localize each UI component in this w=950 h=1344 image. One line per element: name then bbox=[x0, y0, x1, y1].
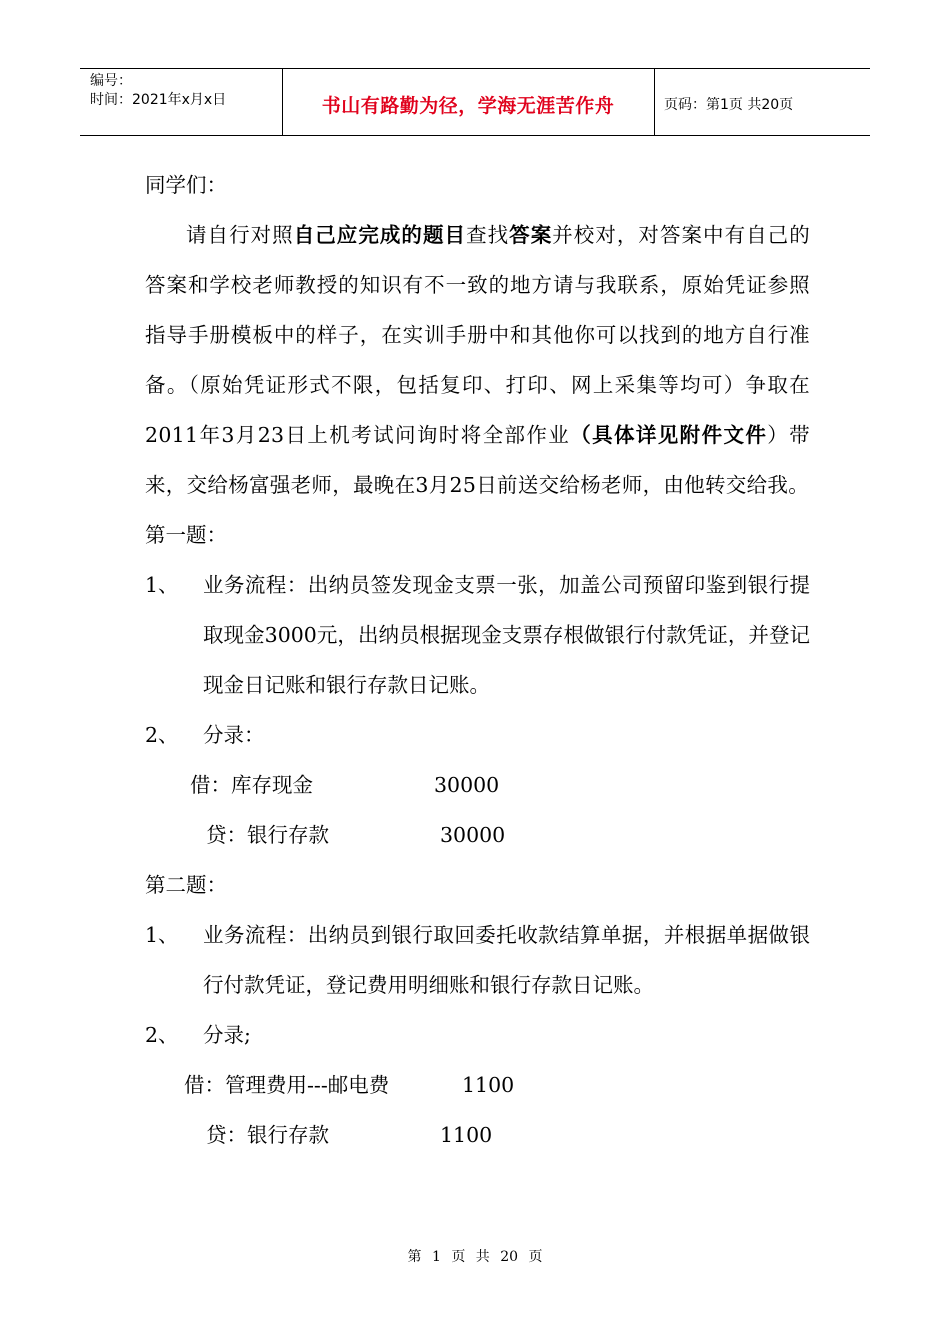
credit-amount: 1100 bbox=[440, 1123, 493, 1147]
journal-entry-credit bbox=[145, 1110, 810, 1160]
intro-text: 查找 bbox=[466, 223, 510, 247]
item-number: 2、 bbox=[145, 1023, 179, 1047]
debit-label: 借：库存现金 bbox=[190, 773, 313, 797]
list-item bbox=[145, 910, 810, 1010]
intro-bold: 自己应完成的题目 bbox=[293, 223, 467, 247]
list-item bbox=[145, 1010, 810, 1060]
item-text: 分录： bbox=[203, 723, 265, 747]
footer-word: 第 bbox=[407, 1249, 422, 1265]
header-divider bbox=[654, 69, 655, 135]
list-item bbox=[145, 710, 810, 760]
intro-text: ）带来，交给杨富强老师，最晚在3月25日前送交给杨老师，由他转交给我。 bbox=[145, 423, 810, 497]
intro-text: 请自行对照 bbox=[186, 223, 294, 247]
page-header bbox=[80, 68, 870, 136]
footer-page-number: 1 bbox=[431, 1249, 441, 1265]
question-title: 第一题： bbox=[145, 523, 227, 547]
journal-entry-credit bbox=[145, 810, 810, 860]
greeting: 同学们： bbox=[145, 173, 227, 197]
footer-word: 页 bbox=[528, 1249, 543, 1265]
code-label: 编号： bbox=[90, 73, 132, 89]
intro-bold: （具体详见附件文件 bbox=[570, 423, 768, 447]
footer-page-total: 20 bbox=[500, 1249, 519, 1265]
credit-amount: 30000 bbox=[440, 823, 506, 847]
footer-word: 共 bbox=[475, 1249, 490, 1265]
header-meta bbox=[90, 72, 226, 110]
debit-amount: 1100 bbox=[462, 1073, 515, 1097]
debit-label: 借：管理费用---邮电费 bbox=[184, 1073, 390, 1097]
item-number: 1、 bbox=[145, 923, 179, 947]
debit-amount: 30000 bbox=[434, 773, 500, 797]
footer-word: 页 bbox=[451, 1249, 466, 1265]
header-motto: 书山有路勤为径，学海无涯苦作舟 bbox=[321, 95, 615, 117]
intro-text: 并校对，对答案中有自己的答案和学校老师教授的知识有不一致的地方请与我联系，原始凭证参照指导手册模板中的样子，在实训手册中和其他你可以找到的地方自行准备。（原始凭证形式不限，包括复印、打印、网上采集等均可）争取在2011年3月23日上机考试问询时将全部作业 bbox=[145, 223, 811, 447]
page-footer bbox=[0, 1246, 950, 1266]
item-text: 分录; bbox=[203, 1023, 251, 1047]
item-number: 2、 bbox=[145, 723, 179, 747]
intro-bold: 答案 bbox=[509, 223, 553, 247]
intro-paragraph bbox=[145, 210, 810, 510]
header-page-info: 页码：第1页 共20页 bbox=[664, 97, 794, 113]
time-label: 时间：2021年x月x日 bbox=[90, 92, 227, 108]
credit-label: 贷：银行存款 bbox=[206, 823, 329, 847]
credit-label: 贷：银行存款 bbox=[206, 1123, 329, 1147]
journal-entry-debit bbox=[145, 760, 810, 810]
item-text: 业务流程：出纳员到银行取回委托收款结算单据，并根据单据做银行付款凭证，登记费用明细账和银行存款日记账。 bbox=[203, 923, 810, 997]
list-item bbox=[145, 560, 810, 710]
document-body bbox=[145, 160, 810, 1160]
item-number: 1、 bbox=[145, 573, 179, 597]
journal-entry-debit bbox=[145, 1060, 810, 1110]
question-title: 第二题： bbox=[145, 873, 227, 897]
item-text: 业务流程：出纳员签发现金支票一张，加盖公司预留印鉴到银行提取现金3000元，出纳员根据现金支票存根做银行付款凭证，并登记现金日记账和银行存款日记账。 bbox=[203, 573, 810, 697]
